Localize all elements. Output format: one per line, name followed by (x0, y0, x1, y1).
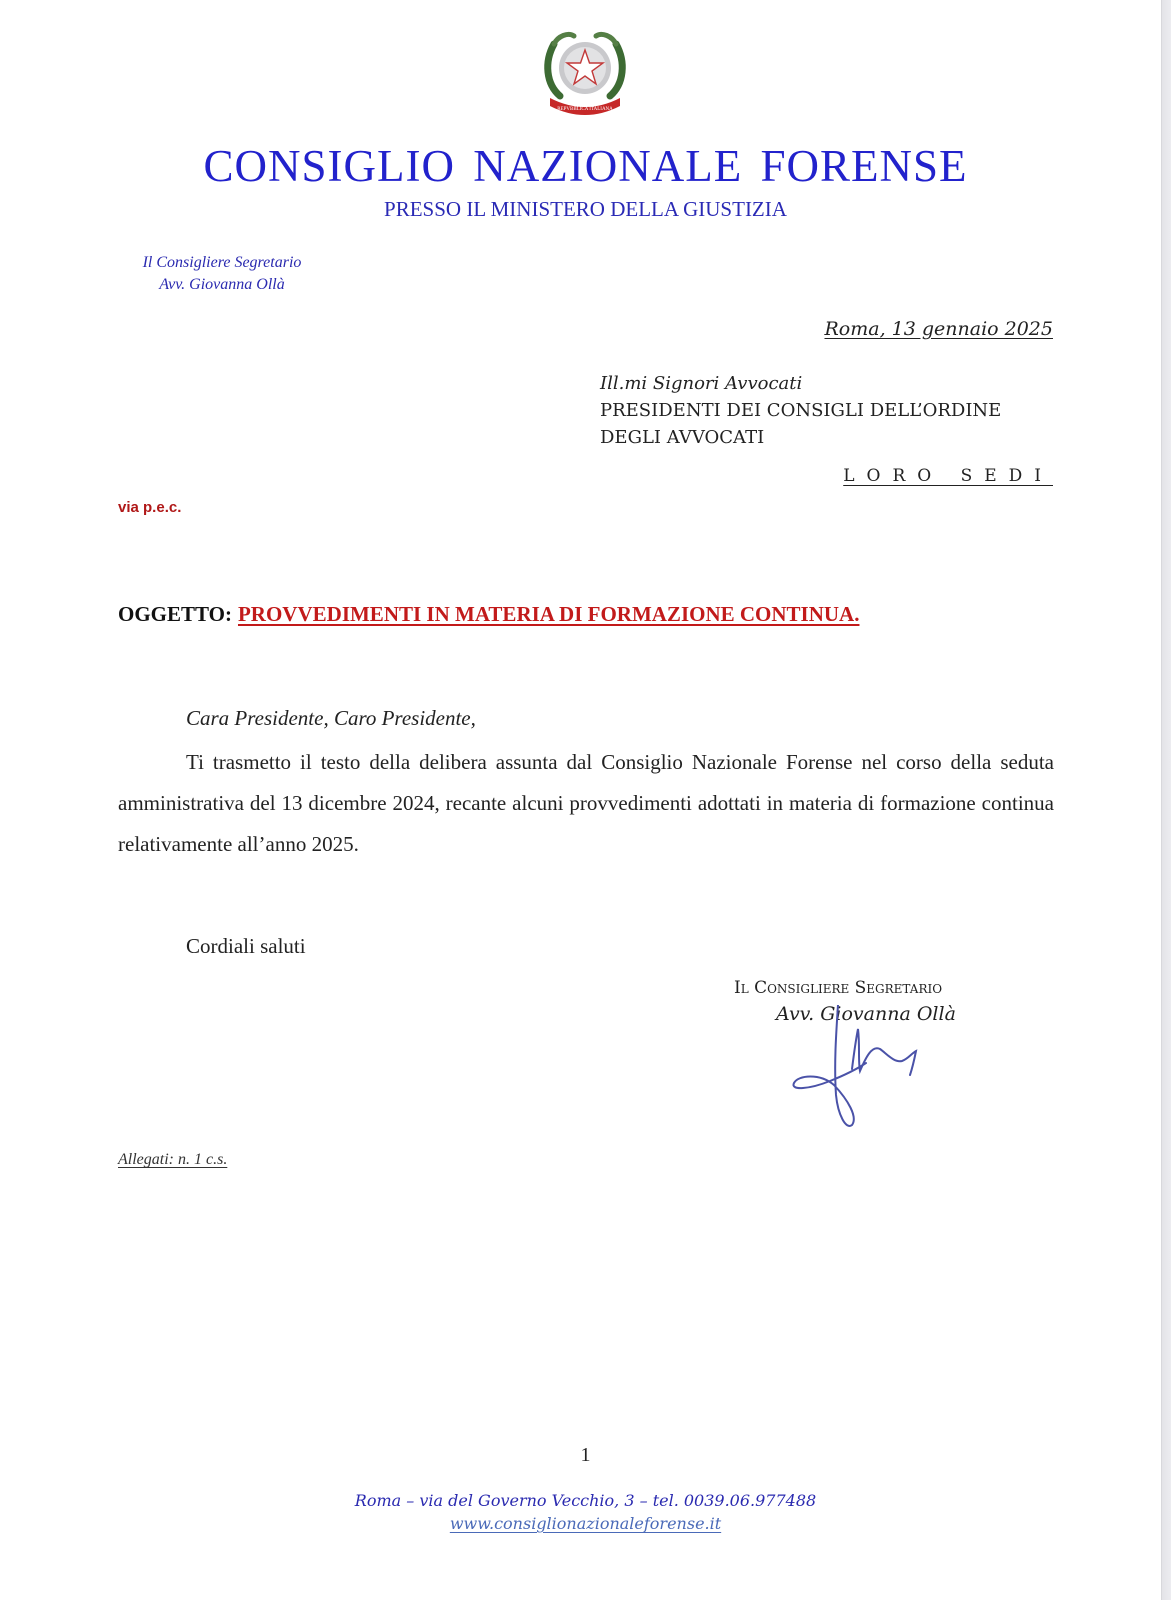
recipient-location: LORO SEDI (843, 466, 1053, 486)
delivery-method: via p.e.c. (118, 499, 182, 516)
italian-republic-emblem (540, 26, 630, 118)
signatory-name: Avv. Giovanna Ollà (776, 1003, 956, 1025)
organization-subtitle: PRESSO IL MINISTERO DELLA GIUSTIZIA (384, 197, 787, 221)
sender-name: Avv. Giovanna Ollà (159, 276, 285, 293)
recipient-line-2: DEGLI AVVOCATI (600, 427, 765, 448)
signatory-role: Il Consigliere Segretario (734, 978, 943, 998)
sender-block (117, 252, 327, 296)
attachments-note: Allegati: n. 1 c.s. (118, 1151, 228, 1168)
page-edge (1161, 0, 1171, 1600)
greeting: Cara Presidente, Caro Presidente, (186, 706, 476, 730)
subject-line (118, 602, 859, 627)
subject-text: PROVVEDIMENTI IN MATERIA DI FORMAZIONE CONTINUA. (237, 602, 860, 626)
handwritten-signature (790, 1005, 940, 1140)
footer-website-link[interactable]: www.consiglionazionaleforense.it (449, 1514, 722, 1533)
recipient-line-1: PRESIDENTI DEI CONSIGLI DELL’ORDINE (600, 400, 1002, 421)
letter-date: Roma, 13 gennaio 2025 (824, 318, 1053, 340)
subject-label: OGGETTO: (118, 602, 232, 626)
recipient-salutation: Ill.mi Signori Avvocati (600, 373, 803, 394)
body-paragraph: Ti trasmetto il testo della delibera assunta dal Consiglio Nazionale Forense nel corso della seduta amministrativa del 13 dicembre 2024, recante alcuni provvedimenti adottati in materia di formazione continua relativamente all’anno 2025. (118, 750, 1054, 856)
closing: Cordiali saluti (186, 934, 306, 958)
footer-address: Roma – via del Governo Vecchio, 3 – tel. 0039.06.977488 (354, 1491, 817, 1510)
page-number: 1 (580, 1444, 591, 1466)
recipients-block (600, 370, 1054, 451)
emblem-ribbon-text: REPVBBLICA ITALIANA (557, 107, 613, 112)
sender-role: Il Consigliere Segretario (142, 254, 302, 271)
organization-title: CONSIGLIO NAZIONALE FORENSE (203, 141, 968, 191)
